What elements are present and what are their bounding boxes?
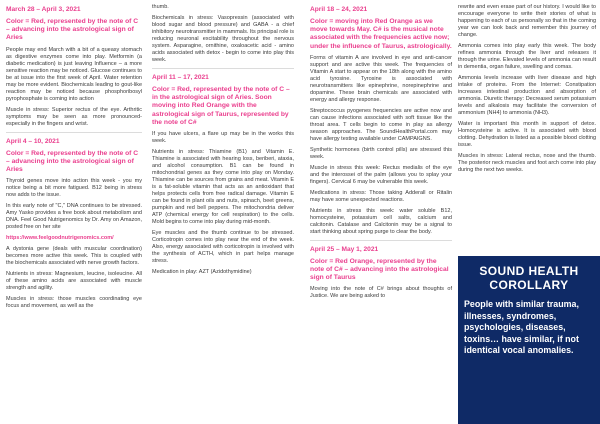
paragraph: rewrite and even erase part of our history. I would like to encourage everyone to write their stories of what is happening to each of us personally so that in the coming year we can look back and remember this journey of change.: [458, 4, 596, 38]
paragraph: Streptococcus pyogenes frequencies are active now and can cause infections associated with soft tissue like the throat area. T cells begin to come in play as allergy season approaches. The SoundHealthPortal.com may have allergy testing available under CAMPAIGNS.: [310, 107, 452, 142]
column-2: [152, 4, 294, 280]
column-4: [458, 4, 596, 178]
paragraph: Medications in stress: Those taking Adderall or Ritalin may have some unexpected reactions.: [310, 189, 452, 203]
divider: [152, 68, 294, 69]
paragraph: Thyroid genes move into action this week - you my notice being a bit more fatigued. B12 being in stress now adds to the issue.: [6, 178, 142, 199]
paragraph: Biochemicals in stress: Vasopressin (associated with blood sugar and blood pressure) and GABA - a chief inhibitory neurotransmitter in mammals. Its principal role is reducing neuronal excitability throughout the nervous system. Asparagine, ornithine, oxaloacetic acid - amino acids associated with detox - begin to come into play this week.: [152, 15, 294, 63]
color-heading: Color = Red, represented by the note of C – advancing into the astrological sign of Aries: [6, 18, 139, 42]
paragraph: Muscle in stress this week: Rectus medialis of the eye and the interossei of the palm (allows you to splay your fingers). Cervical 6 may be vulnerable this week.: [310, 164, 452, 185]
paragraph: Medication in play: AZT (Azidothymidine): [152, 269, 252, 276]
paragraph: Water is important this month in support of detox. Homocysteine is active. It is associated with blood clotting. Dehydration is listed as a possible blood clotting issue.: [458, 121, 596, 148]
column-1: [6, 4, 142, 314]
color-heading: Color = Red, represented by the note of C – in the astrological sign of Aries. Soon moving into Red Orange with the astrological sign of Taurus, represented by the note of C#: [152, 86, 290, 126]
paragraph: People may end March with a bit of a queasy stomach as digestive enzymes come into play. Metformin (a diabetic medication) is just leaving Influence – a more sensitive reaction may be noticed. Glucose continues to be at issue into the first week of April. Water retention may be more evident. Biochemicals leading to gout-like reaction may be noticed because phosphoribosyl pyrophosphate is coming into action: [6, 46, 142, 102]
corollary-body: People with similar trauma, illnesses, syndromes, psychologies, diseases, toxins… have similar, if not identical vocal anomalies.: [464, 299, 579, 355]
paragraph: Forms of vitamin A are involved in eye and anti-cancer support and are active this week. The frequencies of Vitamin A start to appear on the 18th along with the amino acid tyrosine. Tyrosine is associated with neurotransmitters like epinephrine, norepinephrine and dopamine. These brain chemicals are associated with energy and allergy response.: [310, 54, 452, 103]
color-heading: Color = Red Orange, represented by the note of C# – advancing into the astrological sign of Taurus: [310, 257, 449, 282]
paragraph: Eye muscles and the thumb continue to be stressed. Corticotropin comes into play near the end of the week. Also, energy associated with corticotropin is involved with the synthesis of ACTH, which in part helps manage stress.: [152, 230, 294, 265]
paragraph: Muscle in stress: Superior rectus of the eye. Arthritic symptoms may be seen as more pronounced- especially in the fingers and wrist.: [6, 106, 142, 127]
column-3: [310, 4, 452, 304]
paragraph: Moving into the note of C# brings about thoughts of Justice. We are being asked to: [310, 286, 452, 300]
divider: [310, 240, 452, 241]
week-date: April 25 – May 1, 2021: [310, 245, 379, 253]
paragraph: Muscles in stress: Lateral rectus, nose and the thumb. The posterior neck muscles and foot arch come into play during the next two weeks.: [458, 153, 596, 173]
divider: [6, 132, 142, 133]
paragraph: Muscles in stress: those muscles coordinating eye focus and movement, as well as the: [6, 296, 142, 310]
week-date: April 11 – 17, 2021: [152, 74, 209, 81]
paragraph: Ammonia levels increase with liver disease and high intake of proteins. From the Internet: Constipation increases intestinal production and absorption of ammonia. Diuretic therapy: Decreased serum potassium levels and alkalosis may facilitate the conversion of ammonium (NH4) to ammonia (NH3).: [458, 75, 596, 116]
paragraph: Nutrients in stress this week: water soluble B12, homocysteine, potassium cell salts, calcium and calcitonin. Catalase and Calcitonin may be a signal to start thinking about spring purge to clear the body.: [310, 207, 452, 235]
paragraph: In this early note of "C," DNA continues to be stressed. Amy Yasko provides a free book about metabolism and DNA. Feel Good Nutrigenomics by Dr. Amy on Amazon, posted free on her site: [6, 203, 142, 231]
color-heading: Color = Red, represented by the note of C – advancing into the astrological sign of Aries: [6, 149, 139, 174]
paragraph: Nutrients in stress: Thiamine (B1) and Vitamin E. Thiamine is associated with hearing loss, beriberi, ataxia, and alcohol consumption. B1 can be found in mitochondrial genes as they come into play on Monday. Thiamine can be sources from grains and meat. Vitamin E is a fat-soluble vitamin that acts as an antioxidant that helps protects cells from free radical damage. Vitamin E can be found in plant oils and nuts, spinach, beet greens, pumpkin and red bell peppers. The mitochondria deliver ATP (chemical energy for cell respiration) to the cells. Mold begins to come into play during mid-month.: [152, 149, 294, 226]
paragraph: Nutrients in stress: Magnesium, leucine, isoleucine. All of these amino acids are associated with muscle strength and agility.: [6, 271, 142, 292]
color-heading: Color = moving into Red Orange as we move towards May. C# is the musical note associated with the frequencies active now; under the influence of Taurus, astrologically.: [310, 18, 452, 50]
corollary-title: SOUND HEALTH COROLLARY: [479, 264, 579, 292]
paragraph: Synthetic hormones (birth control pills) are stressed this week.: [310, 146, 452, 160]
paragraph: A dystonia gene (deals with muscular coordination) becomes more active this week. This is coupled with the biochemicals associated with nerve growth factors.: [6, 246, 142, 267]
nutrigenomics-link[interactable]: https://www.feelgoodnutrigenomics.com/: [6, 235, 114, 242]
paragraph: If you have ulcers, a flare up may be in the works this week.: [152, 131, 294, 145]
week-date: April 4 – 10, 2021: [6, 137, 60, 145]
sound-health-corollary-box: [458, 256, 600, 424]
week-date: April 18 – 24, 2021: [310, 6, 368, 13]
week-date: March 28 – April 3, 2021: [6, 6, 81, 13]
paragraph: thumb.: [152, 4, 169, 10]
paragraph: Ammonia comes into play early this week. The body refines ammonia through the liver and releases it through the urine. Elevated levels of ammonia can result in dementia, organ failure, swelling and comas.: [458, 43, 596, 70]
